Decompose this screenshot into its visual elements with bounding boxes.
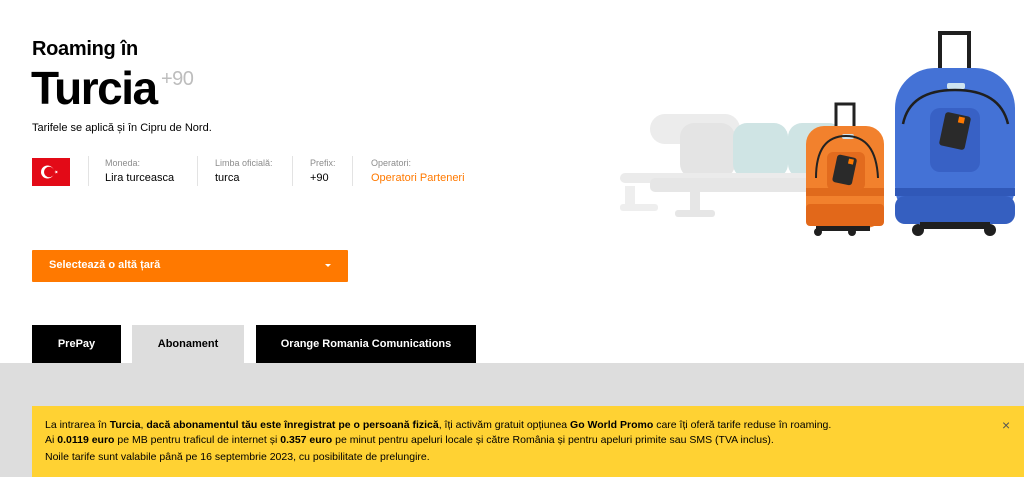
notice-line-2: Ai 0.0119 euro pe MB pentru traficul de internet și 0.357 euro pe minut pentru apeluri locale și către România și pentru apeluri primite sau SMS (TVA inclus). [45, 434, 774, 446]
currency-label: Moneda: [105, 158, 141, 168]
info-divider [352, 156, 353, 186]
operators-link[interactable]: Operatori Parteneri [371, 172, 465, 184]
currency-info [105, 158, 174, 188]
info-divider [88, 156, 89, 186]
page-title-small: Roaming în [32, 38, 138, 60]
turkey-flag-icon [32, 158, 70, 186]
roaming-promo-notice [32, 406, 1024, 477]
tab-abonament-label: Abonament [157, 338, 219, 350]
blue-suitcase-illustration [895, 33, 1015, 236]
tab-orange-romania-communications-label: Orange Romania Comunications [280, 338, 452, 350]
prefix-label: Prefix: [310, 158, 336, 168]
info-divider [292, 156, 293, 186]
notice-line-3: Noile tarife sunt valabile până pe 16 septembrie 2023, cu posibilitate de prelungire. [45, 451, 430, 463]
tab-prepay[interactable] [32, 325, 121, 363]
country-select-label: Selectează o altă țară [49, 259, 161, 271]
notice-line-1: La intrarea în Turcia, dacă abonamentul tău este înregistrat pe o persoană fizică, îți activăm gratuit opțiunea Go World Promo care îți oferă tarife reduse în roaming. [45, 419, 832, 431]
country-prefix-superscript: +90 [161, 68, 194, 90]
info-divider [197, 156, 198, 186]
caret-down-icon [324, 259, 332, 278]
page-title-country: Turcia [31, 62, 157, 114]
language-info [215, 158, 273, 188]
currency-value: Lira turceasca [105, 172, 175, 184]
prefix-info [310, 158, 336, 188]
operators-label: Operatori: [371, 158, 412, 168]
prefix-value: +90 [310, 172, 329, 184]
tab-orange-romania-communications[interactable] [256, 325, 476, 363]
language-label: Limba oficială: [215, 158, 273, 168]
operators-info [371, 158, 465, 188]
close-icon[interactable]: × [1002, 417, 1011, 433]
page-subtitle: Tarifele se aplică și în Cipru de Nord. [32, 122, 212, 134]
tab-prepay-label: PrePay [57, 338, 96, 350]
country-select-dropdown[interactable] [32, 250, 348, 282]
tab-abonament[interactable] [132, 325, 244, 363]
airport-seats-and-suitcases-illustration [620, 28, 1024, 243]
language-value: turca [215, 172, 240, 184]
